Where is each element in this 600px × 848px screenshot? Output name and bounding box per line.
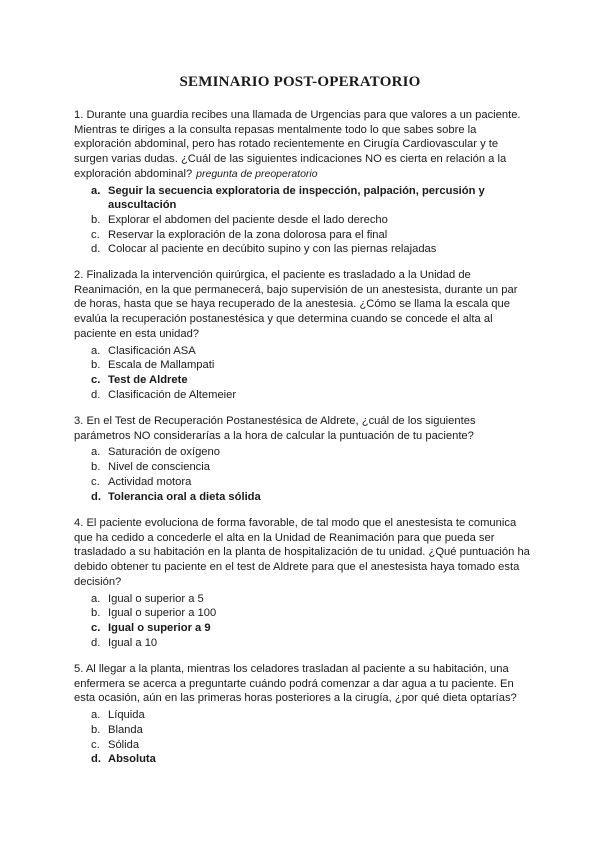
option-text: Sólida — [108, 738, 140, 751]
option-a — [74, 708, 530, 723]
option-text: Igual o superior a 5 — [108, 592, 204, 605]
option-text: Igual a 10 — [108, 636, 158, 649]
option-d — [74, 636, 530, 651]
option-d — [74, 242, 530, 257]
question-4-text: 4. El paciente evoluciona de forma favorable, de tal modo que el anestesista te comunica que ha cedido a concederle el alta en la Unidad de Reanimación para que pueda ser trasladado a su habitación en la planta de hospitalización de tu unidad. ¿Qué puntuación ha debido obtener tu paciente en el test de Aldrete para que el anestesista haya tomado esta decisión? — [74, 517, 530, 588]
option-c — [74, 738, 530, 753]
options-list — [74, 708, 530, 767]
option-letter: d. — [91, 636, 101, 649]
option-text: Seguir la secuencia exploratoria de inspección, palpación, percusión y auscultación — [108, 184, 485, 212]
option-text: Tolerancia oral a dieta sólida — [108, 490, 261, 503]
option-c — [74, 475, 530, 490]
options-list — [74, 445, 530, 504]
option-letter: b. — [91, 607, 101, 620]
option-text: Clasificación de Altemeier — [108, 388, 237, 401]
question-5 — [74, 662, 530, 767]
option-letter: a. — [91, 184, 101, 197]
option-b — [74, 723, 530, 738]
option-text: Explorar el abdomen del paciente desde el lado derecho — [108, 213, 388, 226]
option-text: Blanda — [108, 723, 143, 736]
option-text: Absoluta — [108, 753, 156, 766]
option-letter: c. — [91, 228, 100, 241]
options-list — [74, 184, 530, 258]
option-letter: c. — [91, 621, 101, 634]
option-letter: c. — [91, 373, 101, 386]
question-3-text: 3. En el Test de Recuperación Postanestésica de Aldrete, ¿cuál de los siguientes parámetros NO considerarías a la hora de calcular la puntuación de tu paciente? — [74, 415, 476, 442]
option-text: Nivel de consciencia — [108, 461, 210, 474]
option-text: Saturación de oxígeno — [108, 446, 220, 459]
option-letter: b. — [91, 723, 101, 736]
option-d-correct — [74, 490, 530, 505]
question-1 — [74, 108, 530, 257]
option-text: Líquida — [108, 709, 145, 722]
question-3 — [74, 414, 530, 504]
option-c-correct — [74, 621, 530, 636]
option-c-correct — [74, 373, 530, 388]
option-letter: a. — [91, 709, 101, 722]
options-list — [74, 344, 530, 403]
option-b — [74, 358, 530, 373]
option-text: Igual o superior a 9 — [108, 621, 211, 634]
option-letter: b. — [91, 461, 101, 474]
option-text: Actividad motora — [108, 475, 192, 488]
page-title: SEMINARIO POST-OPERATORIO — [179, 74, 421, 90]
option-letter: d. — [91, 243, 101, 256]
option-d-correct — [74, 752, 530, 767]
option-a-correct — [74, 184, 530, 213]
option-text: Igual o superior a 100 — [108, 607, 217, 620]
option-b — [74, 213, 530, 228]
option-text: Reservar la exploración de la zona dolorosa para el final — [108, 228, 388, 241]
question-1-text: 1. Durante una guardia recibes una llamada de Urgencias para que valores a un paciente. Mientras te diriges a la consulta repasas mentalmente todo lo que sabes sobre la exploración abdominal, pero has rotado recientemente en Cirugía Cardiovascular y te surgen varias dudas. ¿Cuál de las siguientes indicaciones NO es cierta en relación a la exploración abdominal? — [74, 109, 521, 180]
option-letter: a. — [91, 446, 101, 459]
question-4 — [74, 516, 530, 650]
option-text: Colocar al paciente en decúbito supino y con las piernas relajadas — [108, 243, 437, 256]
option-letter: c. — [91, 738, 100, 751]
question-5-text: 5. Al llegar a la planta, mientras los celadores trasladan al paciente a su habitación, una enfermera se acerca a preguntarte cuándo podrá comenzar a dar agua a tu paciente. En esta ocasión, aún en las primeras horas posteriores a la cirugía, ¿por qué dieta optarías? — [74, 663, 517, 705]
option-b — [74, 460, 530, 475]
option-b — [74, 606, 530, 621]
option-letter: b. — [91, 359, 101, 372]
option-letter: d. — [91, 388, 101, 401]
option-letter: d. — [91, 490, 101, 503]
option-letter: a. — [91, 592, 101, 605]
option-d — [74, 388, 530, 403]
question-2-text: 2. Finalizada la intervención quirúrgica, el paciente es trasladado a la Unidad de Reanimación, en la que permanecerá, bajo supervisión de un anestesista, durante un par de horas, hasta que se haya recuperado de la anestesia. ¿Cómo se llama la escala que evalúa la recuperación postanestésica y que determina cuando se concede el alta al paciente en esta unidad? — [74, 269, 518, 340]
option-letter: b. — [91, 213, 101, 226]
option-text: Clasificación ASA — [108, 344, 196, 357]
option-letter: d. — [91, 753, 101, 766]
question-2 — [74, 268, 530, 402]
option-a — [74, 445, 530, 460]
question-1-note: pregunta de preoperatorio — [196, 167, 318, 180]
option-letter: c. — [91, 475, 100, 488]
option-a — [74, 592, 530, 607]
option-text: Escala de Mallampati — [108, 359, 215, 372]
option-text: Test de Aldrete — [108, 373, 188, 386]
question-text — [74, 108, 530, 182]
option-c — [74, 228, 530, 243]
option-a — [74, 344, 530, 359]
options-list — [74, 592, 530, 651]
option-letter: a. — [91, 344, 101, 357]
